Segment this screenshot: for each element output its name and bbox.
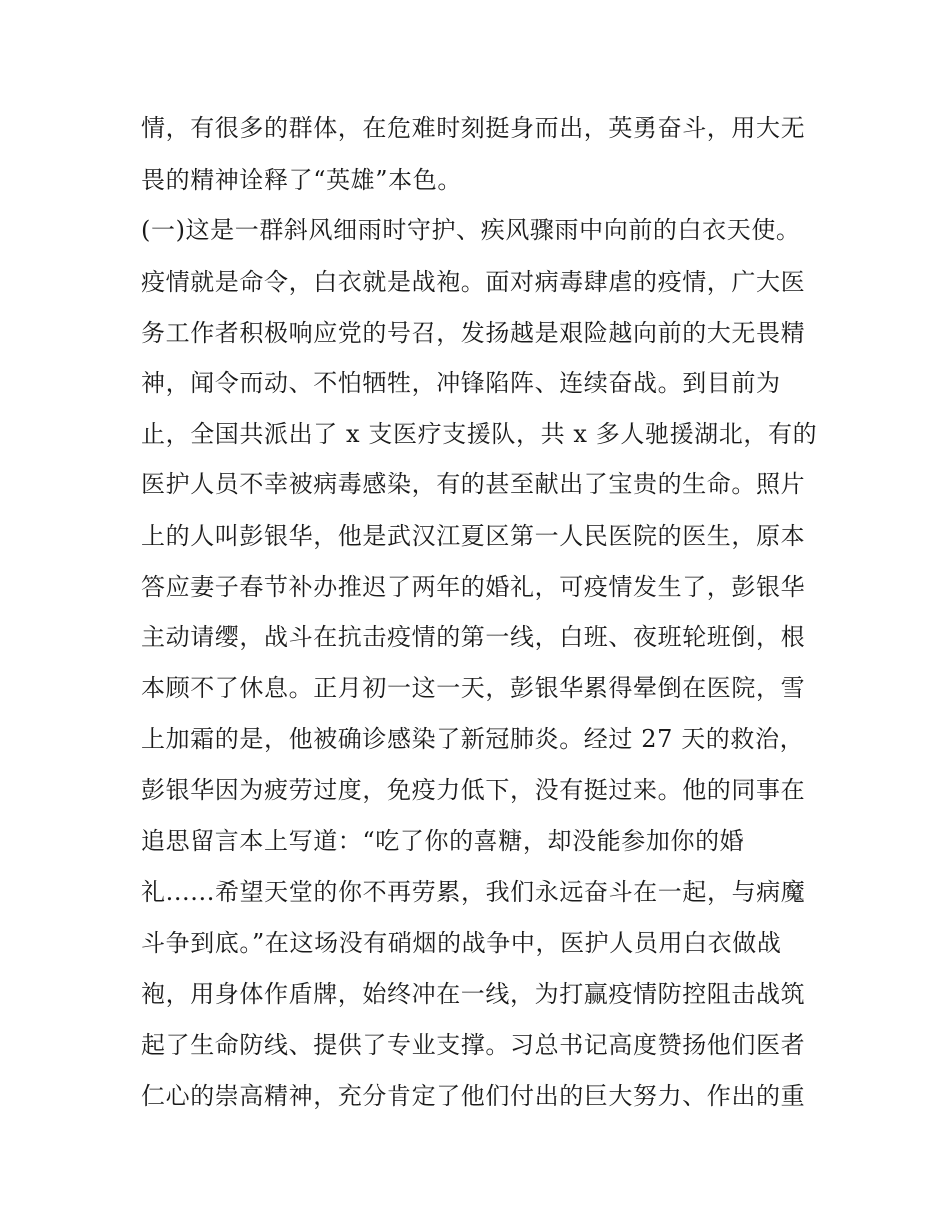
text-line: 医护人员不幸被病毒感染，有的甚至献出了宝贵的生命。照片 <box>141 470 806 498</box>
text-line: 追思留言本上写道：“吃了你的喜糖，却没能参加你的婚 <box>141 827 745 855</box>
text-line: 斗争到底。”在这场没有硝烟的战争中，医护人员用白衣做战 <box>141 929 782 957</box>
text-line: 袍，用身体作盾牌，始终冲在一线，为打赢疫情防控阻击战筑 <box>141 980 806 1008</box>
text-line: 务工作者积极响应党的号召，发扬越是艰险越向前的大无畏精 <box>141 319 806 347</box>
text-line: 神，闻令而动、不怕牺牲，冲锋陷阵、连续奋战。到目前为 <box>141 369 781 397</box>
text-line: 主动请缨，战斗在抗击疫情的第一线，白班、夜班轮班倒，根 <box>141 623 806 651</box>
text-line: 止，全国共派出了 x 支医疗支援队，共 x 多人驰援湖北，有的 <box>141 420 818 448</box>
text-line: 礼......希望天堂的你不再劳累，我们永远奋斗在一起，与病魔 <box>141 878 806 906</box>
text-line: 本顾不了休息。正月初一这一天，彭银华累得晕倒在医院，雪 <box>141 674 806 702</box>
text-line: (一)这是一群斜风细雨时守护、疾风骤雨中向前的白衣天使。 <box>141 216 801 244</box>
text-line: 情，有很多的群体，在危难时刻挺身而出，英勇奋斗，用大无 <box>141 114 806 142</box>
text-line: 疫情就是命令，白衣就是战袍。面对病毒肆虐的疫情，广大医 <box>141 268 806 296</box>
text-line: 上的人叫彭银华，他是武汉江夏区第一人民医院的医生，原本 <box>141 522 806 550</box>
text-line: 上加霜的是，他被确诊感染了新冠肺炎。经过 27 天的救治， <box>141 725 805 753</box>
text-line: 畏的精神诠释了“英雄”本色。 <box>141 166 462 194</box>
text-line: 仁心的崇高精神，充分肯定了他们付出的巨大努力、作出的重 <box>141 1082 806 1110</box>
text-line: 起了生命防线、提供了专业支撑。习总书记高度赞扬他们医者 <box>141 1031 806 1059</box>
text-line: 答应妻子春节补办推迟了两年的婚礼，可疫情发生了，彭银华 <box>141 573 806 601</box>
text-line: 彭银华因为疲劳过度，免疫力低下，没有挺过来。他的同事在 <box>141 776 806 804</box>
